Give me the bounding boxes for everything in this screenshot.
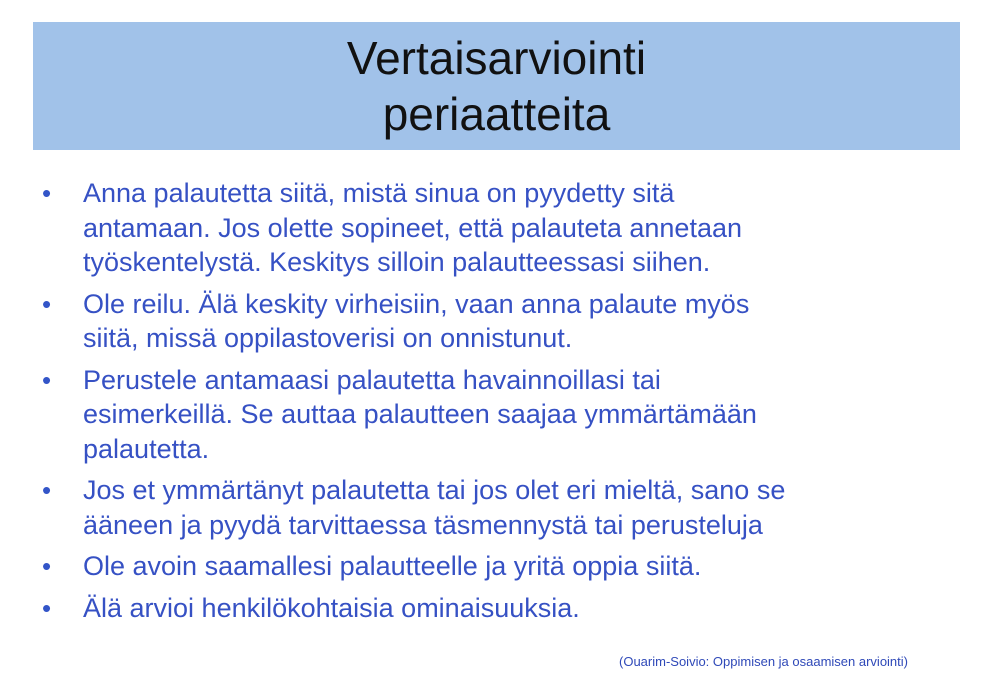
bullet-text-line: työskentelystä. Keskitys silloin palautteessasi siihen.	[83, 247, 711, 277]
bullet-item	[42, 549, 962, 584]
bullet-point-icon: •	[42, 178, 52, 208]
bullet-item	[42, 287, 962, 356]
bullet-text-line: Ole avoin saamallesi palautteelle ja yritä oppia siitä.	[83, 551, 702, 581]
citation: (Ouarim-Soivio: Oppimisen ja osaamisen arviointi)	[619, 654, 908, 669]
bullet-point-icon: •	[42, 592, 52, 623]
bullet-text-line: Ole reilu. Älä keskity virheisiin, vaan anna palaute myös	[83, 288, 750, 319]
bullet-list	[42, 176, 962, 632]
bullet-text-line: Perustele antamaasi palautetta havainnoillasi tai	[83, 364, 661, 395]
bullet-item	[42, 363, 962, 467]
bullet-item	[42, 591, 962, 626]
bullet-text-line: palautetta.	[83, 433, 210, 464]
title-line-2: periaatteita	[382, 88, 611, 140]
bullet-text-line: antamaan. Jos olette sopineet, että palauteta annetaan	[83, 212, 742, 243]
bullet-text-line: ääneen ja pyydä tarvittaessa täsmennystä tai perusteluja	[83, 509, 763, 540]
title-banner	[33, 22, 960, 150]
bullet-text-line: Älä arvioi henkilökohtaisia ominaisuuksia.	[83, 592, 580, 623]
title-line-1: Vertaisarviointi	[346, 32, 647, 84]
bullet-point-icon: •	[42, 288, 52, 319]
bullet-point-icon: •	[42, 364, 52, 395]
bullet-point-icon: •	[42, 475, 52, 505]
bullet-text-line: siitä, missä oppilastoverisi on onnistunut.	[83, 323, 573, 353]
bullet-text-line: Jos et ymmärtänyt palautetta tai jos olet eri mieltä, sano se	[83, 475, 786, 505]
bullet-item	[42, 176, 962, 280]
bullet-text-line: esimerkeillä. Se auttaa palautteen saajaa ymmärtämään	[83, 399, 757, 429]
bullet-point-icon: •	[42, 551, 52, 581]
bullet-item	[42, 473, 962, 542]
bullet-text-line: Anna palautetta siitä, mistä sinua on pyydetty sitä	[83, 178, 675, 208]
